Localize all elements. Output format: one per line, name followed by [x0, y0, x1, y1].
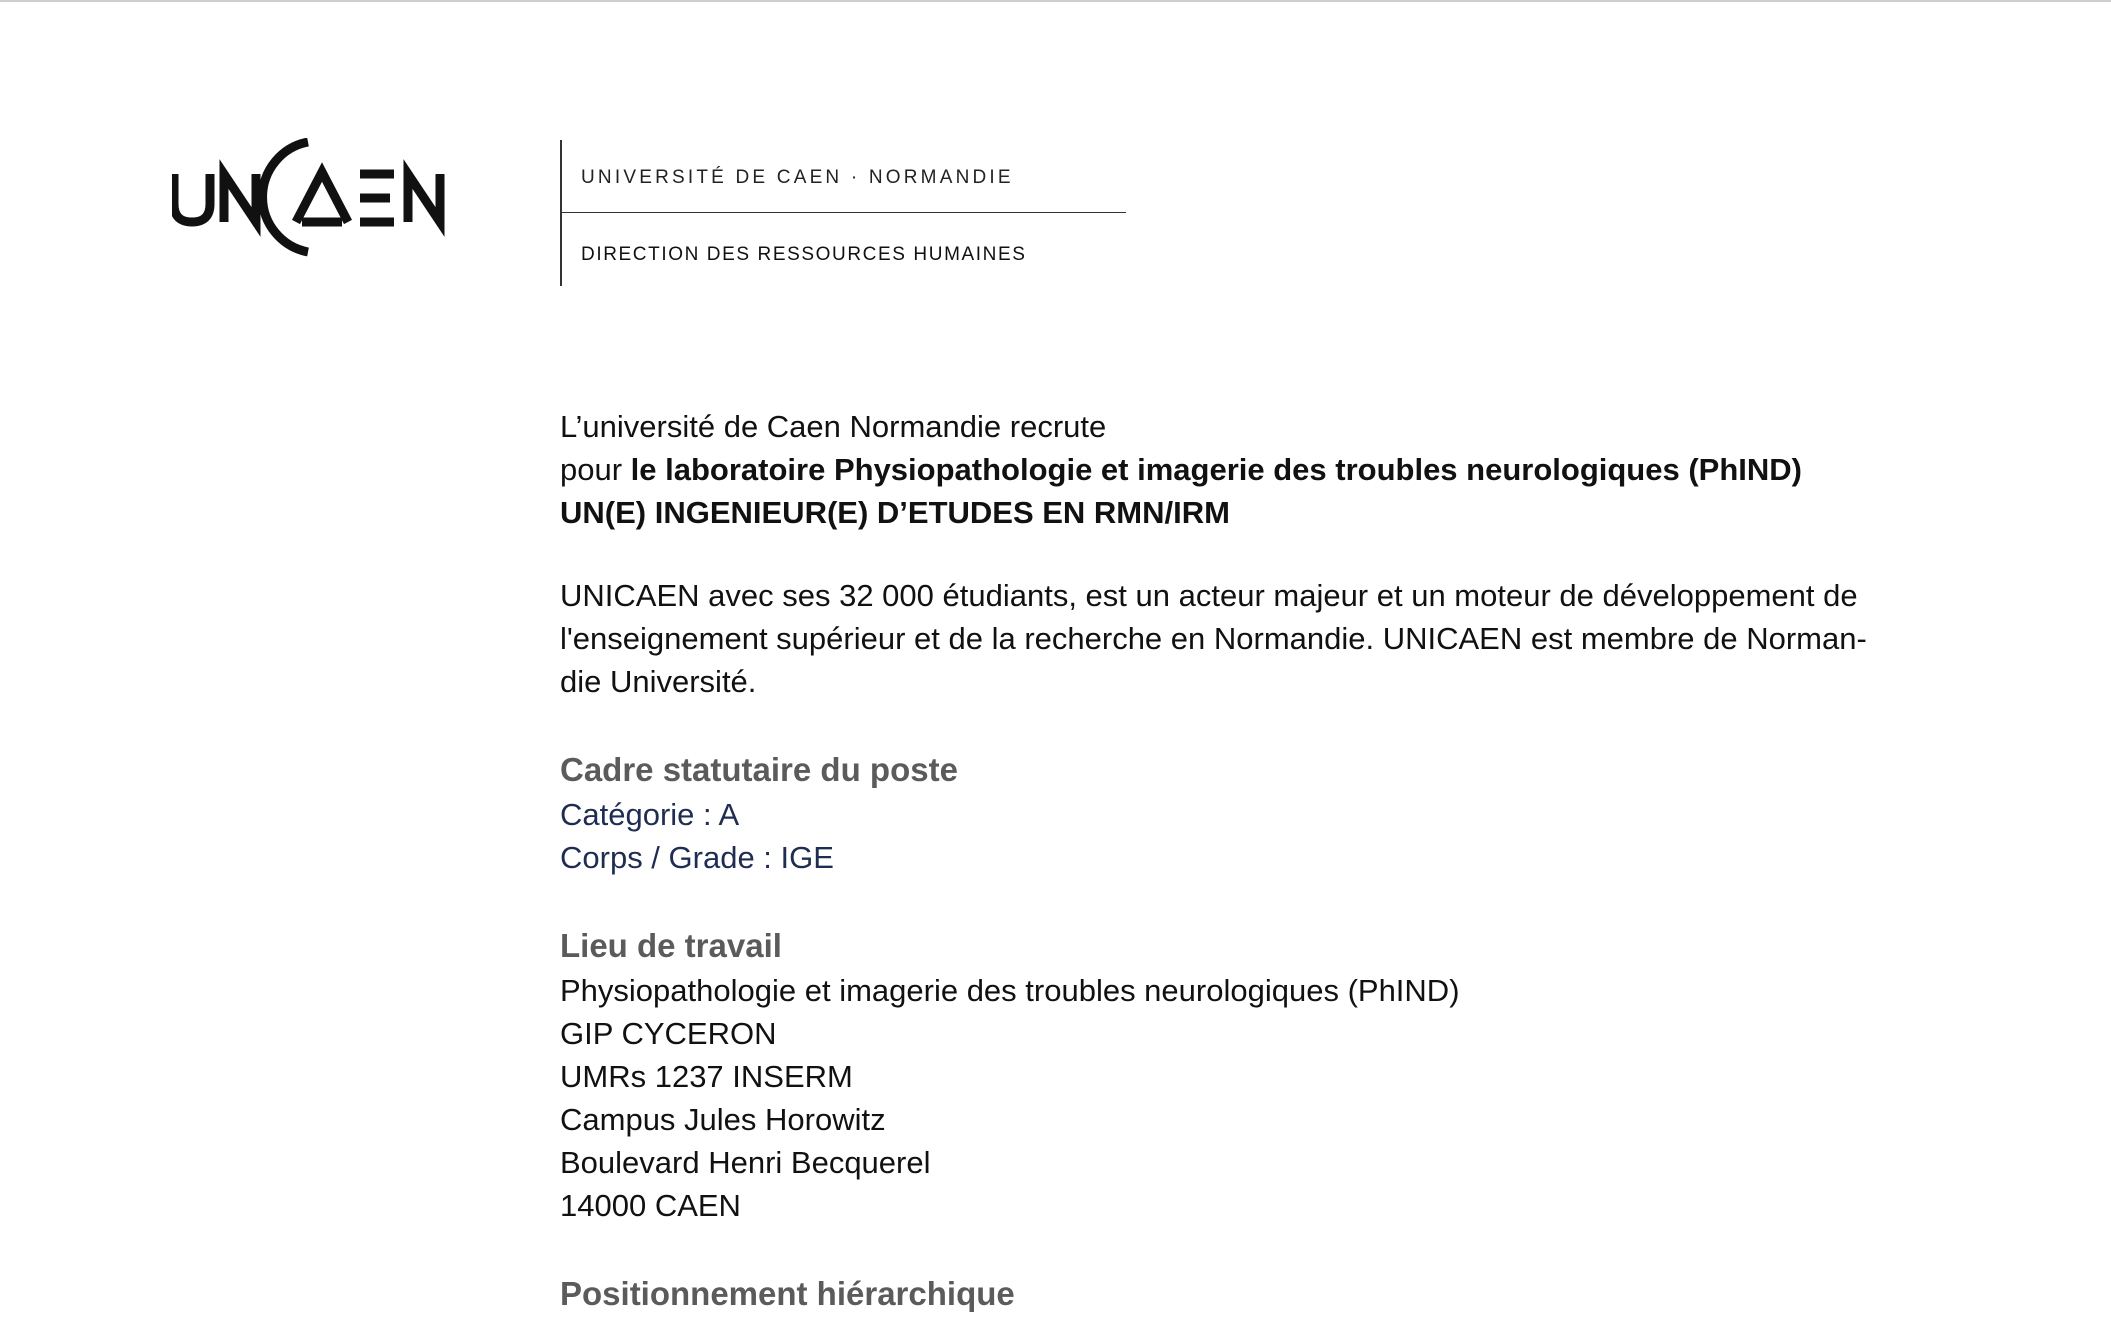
section-title-cadre: Cadre statutaire du poste — [560, 751, 958, 788]
address-line: GIP CYCERON — [560, 1016, 777, 1051]
department-name: DIRECTION DES RESSOURCES HUMAINES — [581, 244, 1027, 265]
address-line: 14000 CAEN — [560, 1188, 741, 1223]
lab-name: le laboratoire Physiopathologie et imagerie des troubles neurologiques (PhIND) — [630, 452, 1802, 487]
intro-lab-line — [560, 448, 1900, 491]
top-rule — [0, 0, 2111, 2]
category-line: Catégorie : A — [560, 797, 740, 832]
unicaen-logo — [172, 138, 462, 258]
intro-prefix: pour — [560, 452, 631, 487]
address-line: Campus Jules Horowitz — [560, 1102, 886, 1137]
description-line: l'enseignement supérieur et de la recherche en Normandie. UNICAEN est membre de Norman- — [560, 621, 1867, 656]
header-vertical-rule — [560, 140, 562, 286]
document-body — [560, 405, 1900, 1317]
position-title: UN(E) INGENIEUR(E) D’ETUDES EN RMN/IRM — [560, 495, 1230, 530]
description-paragraph — [560, 574, 1900, 703]
address-line: UMRs 1237 INSERM — [560, 1059, 853, 1094]
intro-line: L’université de Caen Normandie recrute — [560, 409, 1107, 444]
section-title-positionnement: Positionnement hiérarchique — [560, 1275, 1015, 1312]
address-line: Physiopathologie et imagerie des troubles neurologiques (PhIND) — [560, 973, 1460, 1008]
description-line: UNICAEN avec ses 32 000 étudiants, est un acteur majeur et un moteur de développement de — [560, 578, 1858, 613]
grade-line: Corps / Grade : IGE — [560, 840, 834, 875]
description-line: die Université. — [560, 664, 757, 699]
header-horizontal-rule — [560, 212, 1126, 213]
section-title-lieu: Lieu de travail — [560, 927, 782, 964]
university-name: UNIVERSITÉ DE CAEN · NORMANDIE — [581, 167, 1014, 188]
address-line: Boulevard Henri Becquerel — [560, 1145, 931, 1180]
